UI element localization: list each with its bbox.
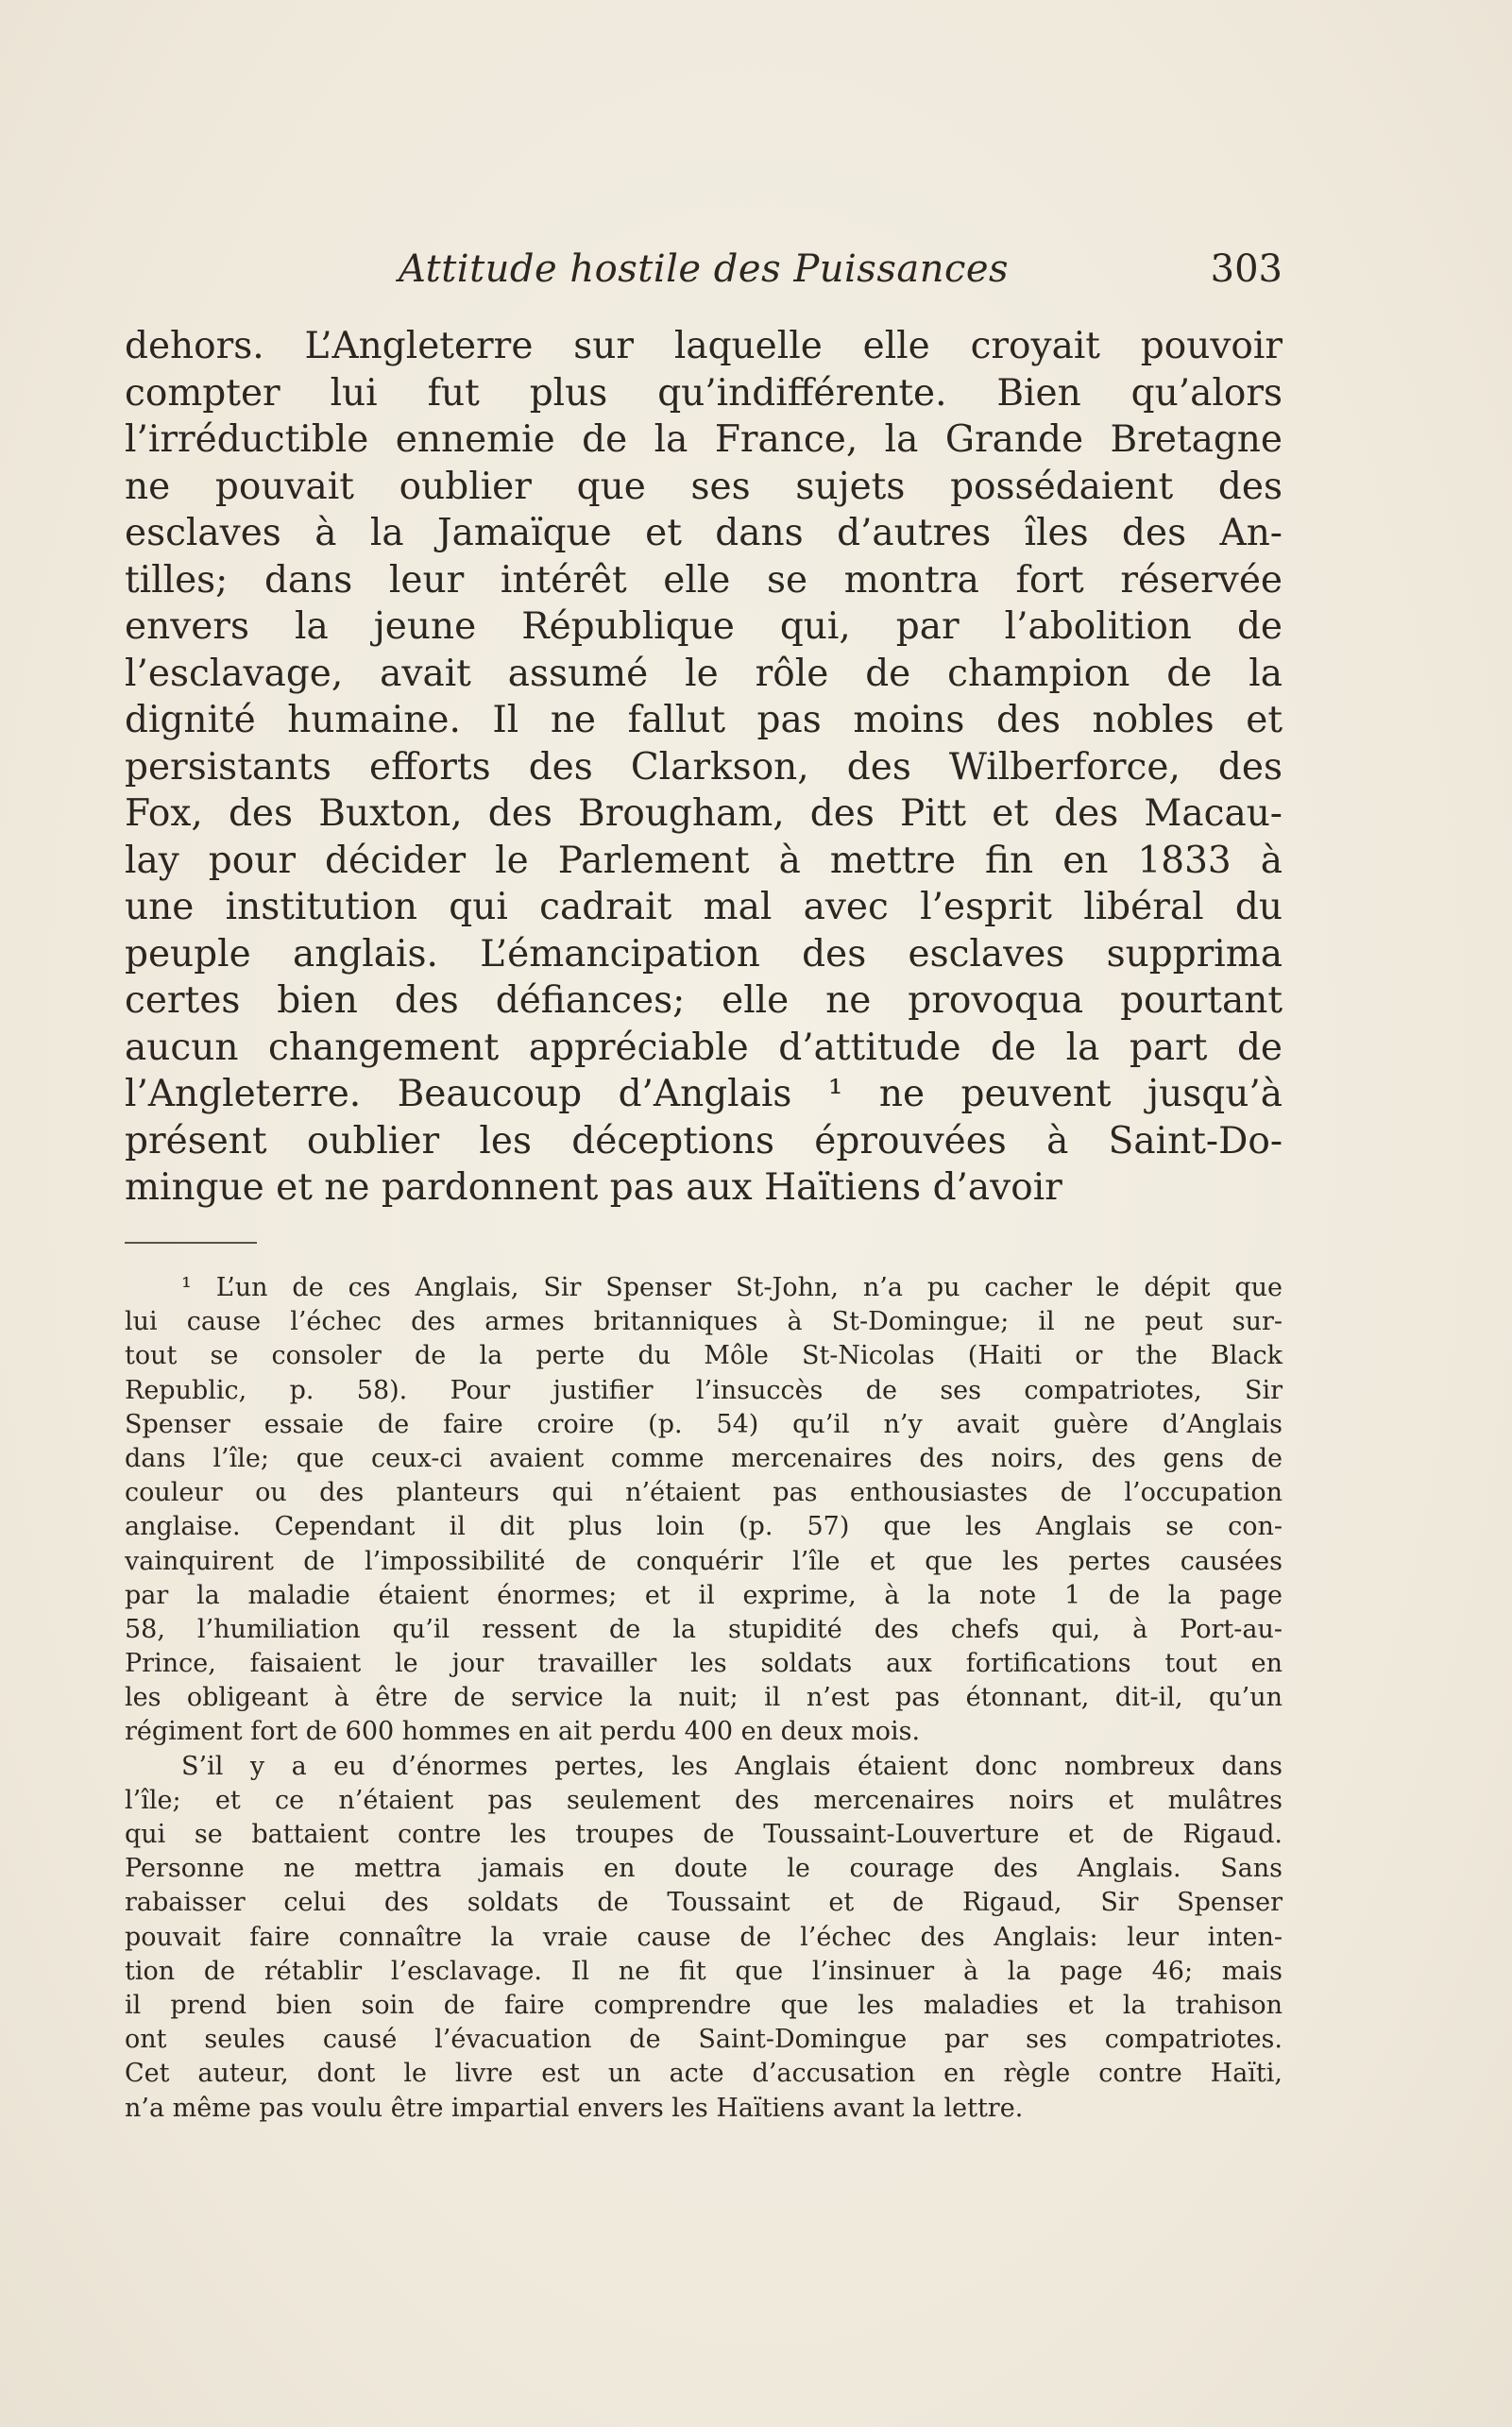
footnote-line: pouvait faire connaître la vraie cause de l’échec des Anglais: leur inten- xyxy=(125,1922,1283,1952)
footnote-line: ¹ L’un de ces Anglais, Sir Spenser St-John, n’a pu cacher le dépit que xyxy=(181,1273,1283,1302)
text-line: aucun changement appréciable d’attitude de la part de xyxy=(125,1026,1283,1069)
footnote-separator xyxy=(125,1242,257,1244)
text-line: ne pouvait oublier que ses sujets possédaient des xyxy=(125,465,1283,508)
running-head xyxy=(125,241,1283,297)
footnote-line: anglaise. Cependant il dit plus loin (p. 57) que les Anglais se con- xyxy=(125,1512,1283,1542)
running-title: Attitude hostile des Puissances xyxy=(398,247,1010,291)
main-text xyxy=(125,323,1283,1212)
footnote-line: lui cause l’échec des armes britanniques à St-Domingue; il ne peut sur- xyxy=(125,1307,1283,1337)
footnote-line: Spenser essaie de faire croire (p. 54) qu’il n’y avait guère d’Anglais xyxy=(125,1409,1283,1439)
footnote-line: tion de rétablir l’esclavage. Il ne fit que l’insinuer à la page 46; mais xyxy=(125,1956,1283,1986)
footnote-line: les obligeant à être de service la nuit; il n’est pas étonnant, dit-il, qu’un xyxy=(125,1683,1283,1713)
footnote-line: Cet auteur, dont le livre est un acte d’accusation en règle contre Haïti, xyxy=(125,2059,1283,2089)
footnote-line: qui se battaient contre les troupes de Toussaint-Louverture et de Rigaud. xyxy=(125,1820,1283,1849)
text-line: présent oublier les déceptions éprouvées à Saint-Do- xyxy=(125,1119,1283,1163)
text-line: compter lui fut plus qu’indifférente. Bien qu’alors xyxy=(125,371,1283,415)
footnote-line: régiment fort de 600 hommes en ait perdu 400 en deux mois. xyxy=(125,1717,921,1747)
text-line: lay pour décider le Parlement à mettre fin en 1833 à xyxy=(125,839,1283,882)
text-line: esclaves à la Jamaïque et dans d’autres îles des An- xyxy=(125,512,1283,554)
footnotes xyxy=(125,1271,1283,2126)
footnote-line: n’a même pas voulu être impartial envers les Haïtiens avant la lettre. xyxy=(125,2093,1024,2123)
footnote-line: il prend bien soin de faire comprendre que les maladies et la trahison xyxy=(125,1990,1283,2020)
footnote-line: Prince, faisaient le jour travailler les soldats aux fortifications tout en xyxy=(125,1649,1283,1679)
text-line: l’Angleterre. Beaucoup d’Anglais ¹ ne peuvent jusqu’à xyxy=(125,1073,1283,1115)
footnote-line: ont seules causé l’évacuation de Saint-Domingue par ses compatriotes. xyxy=(125,2025,1283,2055)
footnote-line: 58, l’humiliation qu’il ressent de la stupidité des chefs qui, à Port-au- xyxy=(125,1614,1283,1644)
text-line: l’irréductible ennemie de la France, la Grande Bretagne xyxy=(125,418,1283,461)
footnote-line: rabaisser celui des soldats de Toussaint et de Rigaud, Sir Spenser xyxy=(125,1888,1283,1918)
page-number: 303 xyxy=(1210,247,1283,291)
text-line: une institution qui cadrait mal avec l’esprit libéral du xyxy=(125,886,1283,928)
text-line: tilles; dans leur intérêt elle se montra fort réservée xyxy=(125,558,1283,602)
footnote-line: vainquirent de l’impossibilité de conquérir l’île et que les pertes causées xyxy=(125,1546,1283,1576)
text-line: dehors. L’Angleterre sur laquelle elle croyait pouvoir xyxy=(125,325,1283,367)
footnote-line: Personne ne mettra jamais en doute le courage des Anglais. Sans xyxy=(125,1854,1283,1884)
text-line: dignité humaine. Il ne fallut pas moins des nobles et xyxy=(125,699,1283,741)
text-line: l’esclavage, avait assumé le rôle de champion de la xyxy=(125,652,1283,695)
text-line: peuple anglais. L’émancipation des esclaves supprima xyxy=(125,932,1283,976)
footnote-line: S’il y a eu d’énormes pertes, les Anglais étaient donc nombreux dans xyxy=(181,1751,1283,1781)
footnote-line: l’île; et ce n’étaient pas seulement des mercenaires noirs et mulâtres xyxy=(125,1785,1283,1815)
footnote-line: dans l’île; que ceux-ci avaient comme mercenaires des noirs, des gens de xyxy=(125,1443,1283,1473)
footnote-line: couleur ou des planteurs qui n’étaient pas enthousiastes de l’occupation xyxy=(125,1478,1283,1508)
text-line: Fox, des Buxton, des Brougham, des Pitt et des Macau- xyxy=(125,792,1283,835)
footnote-line: tout se consoler de la perte du Môle St-Nicolas (Haiti or the Black xyxy=(125,1341,1283,1371)
text-line: certes bien des défiances; elle ne provoqua pourtant xyxy=(125,979,1283,1022)
text-line: persistants efforts des Clarkson, des Wilberforce, des xyxy=(125,745,1283,789)
text-line: mingue et ne pardonnent pas aux Haïtiens d’avoir xyxy=(125,1166,1062,1209)
footnote-line: Republic, p. 58). Pour justifier l’insuccès de ses compatriotes, Sir xyxy=(125,1375,1283,1405)
text-line: envers la jeune République qui, par l’abolition de xyxy=(125,605,1283,648)
footnote-line: par la maladie étaient énormes; et il exprime, à la note 1 de la page xyxy=(125,1580,1283,1610)
